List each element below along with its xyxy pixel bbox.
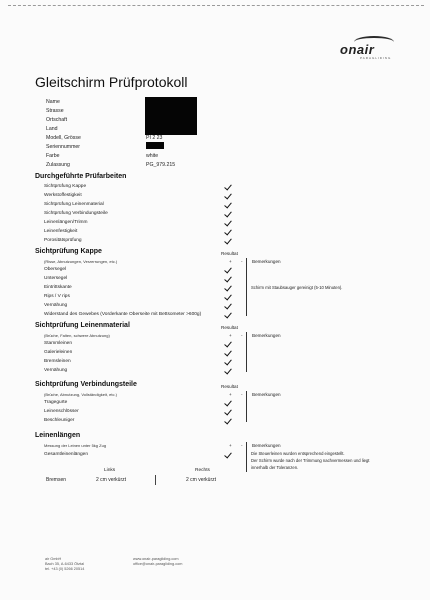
check-row: Widerstand des Gewebes (Vorderkante Oberseite mit Bettsometer >600g) — [44, 312, 202, 317]
checkmark-icon — [224, 451, 232, 459]
column-divider — [246, 391, 247, 422]
checkmark-icon — [224, 408, 232, 416]
scan-edge-line — [8, 5, 424, 6]
logo-tagline: PARAGLIDING — [360, 56, 392, 60]
check-row: Vernähung — [44, 368, 68, 373]
checkmark-icon — [224, 219, 232, 227]
column-head-result: Resultat — [221, 251, 238, 256]
column-head-result: Resultat — [221, 325, 238, 330]
column-head-plus: + — [229, 333, 232, 338]
check-row: Galerieleinen — [44, 350, 73, 355]
section-title-verbindung: Sichtprüfung Verbindungsteile — [35, 381, 137, 388]
redaction-block-serial — [146, 142, 164, 149]
info-label-farbe: Farbe — [46, 153, 60, 159]
footer-line: Bach 35, A-6433 Ötztal — [45, 562, 85, 566]
info-label-name: Name — [46, 99, 60, 105]
page-title: Gleitschirm Prüfprotokoll — [35, 74, 188, 90]
checkmark-icon — [224, 340, 232, 348]
table-cell-left: 2 cm verkürzt — [96, 477, 127, 483]
column-divider — [246, 258, 247, 316]
check-row: Sichtprüfung Kappe — [44, 184, 87, 189]
check-row: Obersegel — [44, 267, 67, 272]
table-divider — [155, 475, 156, 485]
check-row: Vernähung — [44, 303, 68, 308]
footer-contact — [133, 557, 233, 567]
section-subtitle-leinen: (Brüche, Falten, schwere Abnutzung) — [44, 333, 110, 338]
column-head-minus: - — [241, 443, 243, 448]
checkmark-icon — [224, 358, 232, 366]
check-row: Beschleuniger — [44, 418, 75, 423]
table-head-right: Rechts — [195, 468, 210, 473]
checkmark-icon — [224, 302, 232, 310]
checkmark-icon — [224, 210, 232, 218]
column-divider — [246, 332, 247, 372]
check-row: Tragegurte — [44, 400, 68, 405]
checkmark-icon — [224, 293, 232, 301]
section-title-pruefarbeiten: Durchgeführte Prüfarbeiten — [35, 173, 127, 180]
remark-laengen-line: Die Steuerleinen wurden entsprechend eingestellt. — [251, 451, 345, 456]
checkmark-icon — [224, 237, 232, 245]
check-row: Stammleinen — [44, 341, 72, 346]
info-value-farbe: white — [146, 153, 159, 159]
column-head-minus: - — [241, 392, 243, 397]
column-head-remarks: Bemerkungen — [252, 333, 281, 338]
check-row: Rips / V rips — [44, 294, 70, 299]
onair-logo — [340, 36, 396, 58]
info-label-ortschaft: Ortschaft — [46, 117, 68, 123]
checkmark-icon — [224, 275, 232, 283]
checkmark-icon — [224, 367, 232, 375]
footer-link[interactable]: office@onair-paragliding.com — [133, 562, 183, 566]
footer-link[interactable]: www.onair-paragliding.com — [133, 557, 179, 561]
section-title-laengen: Leinenlängen — [35, 432, 81, 439]
table-row-label: Bremsen — [46, 477, 67, 483]
check-row: Gesamtleinenlängen — [44, 452, 89, 457]
column-head-result: Resultat — [221, 384, 238, 389]
check-row: Leinenfestigkeit — [44, 229, 78, 234]
section-subtitle-kappe: (Risse, Abnutzungen, Verzerrungen, etc.) — [44, 259, 118, 264]
remark-kappe: Schirm mit Staubsauger gereinigt (5-10 Minuten). — [251, 285, 343, 290]
checkmark-icon — [224, 201, 232, 209]
redaction-block-address — [145, 97, 197, 135]
column-head-minus: - — [241, 259, 243, 264]
column-divider — [246, 442, 247, 472]
info-value-modell: PI 2 23 — [146, 135, 163, 141]
checkmark-icon — [224, 417, 232, 425]
info-label-seriennummer: Seriennummer — [46, 144, 81, 150]
column-head-plus: + — [229, 259, 232, 264]
check-row: Porositätsprüfung — [44, 238, 82, 243]
checkmark-icon — [224, 228, 232, 236]
check-row: Leinenlängen/Trimm — [44, 220, 88, 225]
checkmark-icon — [224, 349, 232, 357]
column-head-remarks: Bemerkungen — [252, 443, 281, 448]
checkmark-icon — [224, 311, 232, 319]
checkmark-icon — [224, 284, 232, 292]
column-head-plus: + — [229, 443, 232, 448]
check-row: Bremsleinen — [44, 359, 71, 364]
info-label-modell: Modell, Grösse — [46, 135, 81, 141]
info-label-zulassung: Zulassung — [46, 162, 70, 168]
logo-wordmark: onair — [340, 42, 375, 57]
column-head-minus: - — [241, 333, 243, 338]
footer-line: tel. +43 (0) 5266 20514 — [45, 567, 85, 571]
footer-line: air GmbH — [45, 557, 62, 561]
section-subtitle-laengen: Messung der Leinen unter 5kg Zug — [44, 443, 107, 448]
check-row: Sichtprüfung Leinenmaterial — [44, 202, 104, 207]
check-row: Leinenschlösser — [44, 409, 79, 414]
section-title-leinen: Sichtprüfung Leinenmaterial — [35, 322, 130, 329]
info-label-strasse: Strasse — [46, 108, 64, 114]
remark-laengen-line: innerhalb der Toleranzen. — [251, 465, 299, 470]
section-title-kappe: Sichtprüfung Kappe — [35, 248, 102, 255]
section-subtitle-verbindung: (Brüche, Abnutzung, Vollständigkeit, etc.) — [44, 392, 117, 397]
table-cell-right: 2 cm verkürzt — [186, 477, 217, 483]
checkmark-icon — [224, 183, 232, 191]
check-row: Untersegel — [44, 276, 68, 281]
checkmark-icon — [224, 399, 232, 407]
check-row: Sichtprüfung Verbindungsteile — [44, 211, 108, 216]
check-row: Werkstoffestigkeit — [44, 193, 82, 198]
column-head-remarks: Bemerkungen — [252, 392, 281, 397]
table-head-left: Links — [104, 468, 116, 473]
column-head-remarks: Bemerkungen — [252, 259, 281, 264]
checkmark-icon — [224, 192, 232, 200]
info-value-zulassung: PG_979.215 — [146, 162, 176, 168]
checkmark-icon — [224, 266, 232, 274]
column-head-plus: + — [229, 392, 232, 397]
info-label-land: Land — [46, 126, 58, 132]
remark-laengen-line: Der Schirm wurde nach der Trimmung nachvermessen und liegt — [251, 458, 370, 463]
footer-address — [45, 557, 135, 572]
check-row: Eintrittskante — [44, 285, 72, 290]
